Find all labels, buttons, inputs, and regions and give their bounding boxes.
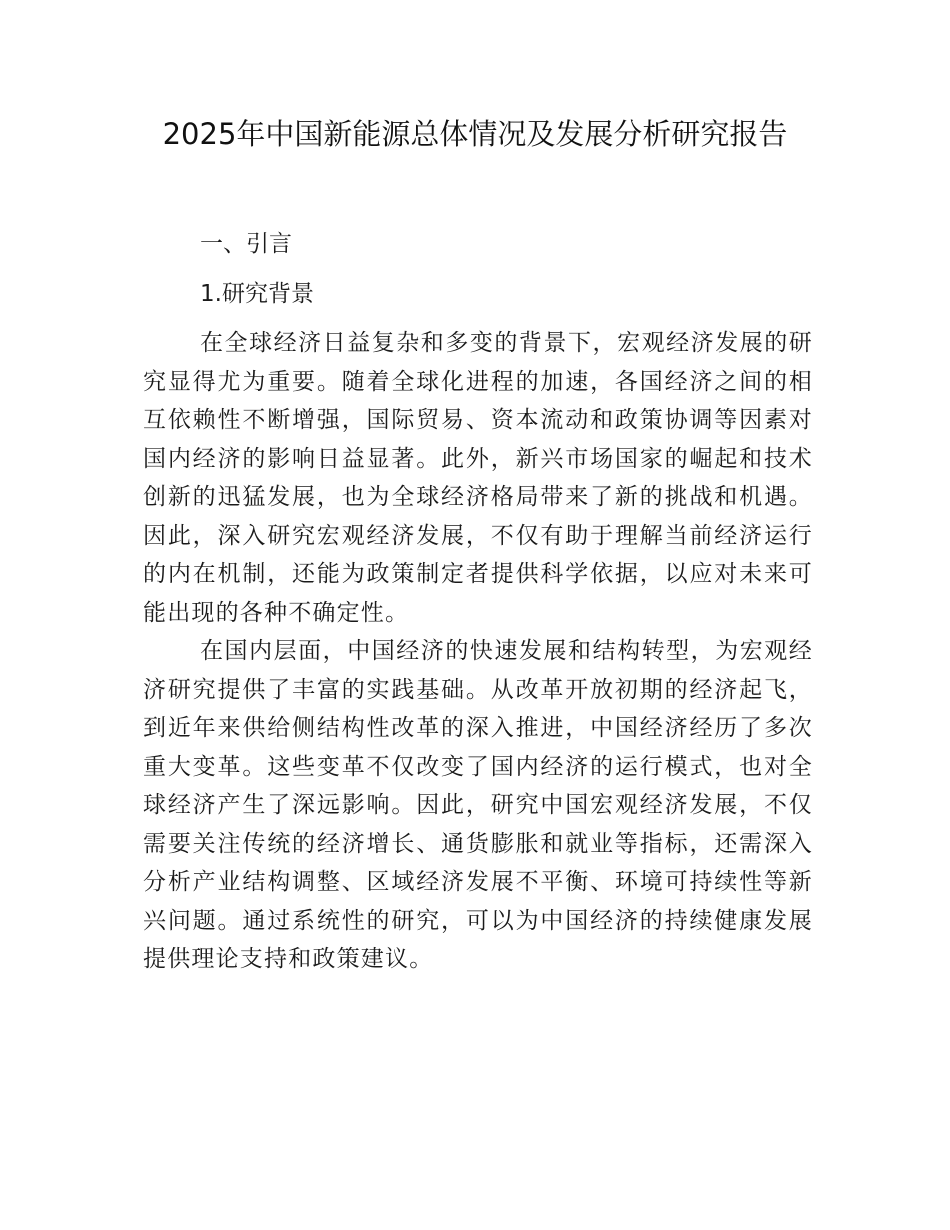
body-paragraph: 在国内层面，中国经济的快速发展和结构转型，为宏观经济研究提供了丰富的实践基础。从改革开放初期的经济起飞，到近年来供给侧结构性改革的深入推进，中国经济经历了多次重大变革。这些变革不仅改变了国内经济的运行模式，也对全球经济产生了深远影响。因此，研究中国宏观经济发展，不仅需要关注传统的经济增长、通货膨胀和就业等指标，还需深入分析产业结构调整、区域经济发展不平衡、环境可持续性等新兴问题。通过系统性的研究，可以为中国经济的持续健康发展提供理论支持和政策建议。	[143, 638, 813, 972]
body-paragraph: 在全球经济日益复杂和多变的背景下，宏观经济发展的研究显得尤为重要。随着全球化进程的加速，各国经济之间的相互依赖性不断增强，国际贸易、资本流动和政策协调等因素对国内经济的影响日益显著。此外，新兴市场国家的崛起和技术创新的迅猛发展，也为全球经济格局带来了新的挑战和机遇。因此，深入研究宏观经济发展，不仅有助于理解当前经济运行的内在机制，还能为政策制定者提供科学依据，以应对未来可能出现的各种不确定性。	[143, 330, 813, 626]
subsection-heading: 1.研究背景	[200, 281, 314, 307]
document-body	[143, 224, 813, 979]
section-heading: 一、引言	[200, 231, 292, 257]
document-title: 2025年中国新能源总体情况及发展分析研究报告	[162, 117, 788, 151]
